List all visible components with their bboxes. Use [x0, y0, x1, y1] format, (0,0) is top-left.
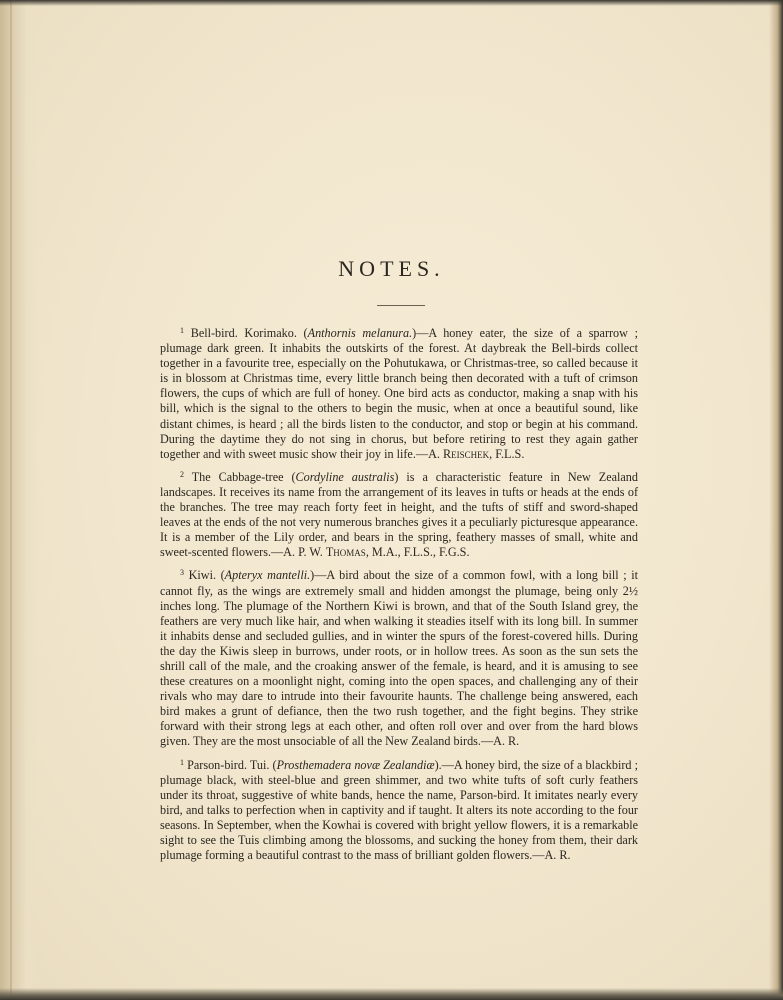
page-gutter [0, 0, 38, 1000]
note-suffix: , M.A., F.L.S., F.G.S. [365, 545, 470, 560]
note-marker: 1 [180, 326, 184, 335]
note-body: ).—A honey bird, the size of a blackbird ; plumage black, with steel-blue and green shimmer, and two white tufts of soft curly feathers under its throat, suggestive of white bands, hence the name, Parson-bird. It imitates nearly every bird, and talks to perfection when in captivity and if taught. It alters its note according to the four seasons. In September, when the Kowhai is covered with bright yellow flowers, it is a remarkable sight to see the Tuis climbing among the blossoms, and sucking the honey from them, their dark plumage forming a beautiful contrast to the mass of brilliant golden flowers.—A. R. [160, 757, 639, 863]
page-bottom-edge [0, 988, 783, 1000]
note-latin-name: Cordyline australis [295, 469, 395, 484]
note-marker: 2 [180, 469, 184, 479]
note-cabbage-tree [160, 470, 638, 561]
title-rule [377, 305, 425, 306]
note-body: )—A bird about the size of a common fowl, with a long bill ; it cannot fly, as the wings are extremely small and hidden amongst the plumage, being only 2½ inches long. The plumage of the Northern Kiwi is brown, and that of the South Island grey, the feathers are very much like hair, and when walking it steadies itself with its long bill. In summer it inhabits dense and secluded gullies, and in winter the spurs of the forest-covered hills. During the day the Kiwis sleep in burrows, under roots, or in hollow trees. As soon as the sun sets the shrill call of the male, and the croaking answer of the female, is heard, and it is amusing to see these creatures on a moonlight night, coming into the open spaces, and challenging any of their rivals who may dare to intrude into their favourite haunts. The challenge being answered, each bird makes a grunt of defiance, then the two rush together, and the fight begins. They strike forward with their strong legs at each other, and often roll over and over from the hard blows given. They are the most unsociable of all the New Zealand birds.—A. R. [160, 568, 639, 749]
note-latin-name: Apteryx mantelli. [224, 568, 311, 583]
note-lead: The Cabbage-tree ( [191, 469, 296, 484]
note-parson-bird [160, 758, 638, 864]
note-marker: 3 [180, 568, 184, 578]
note-body: ) is a characteristic feature in New Zealand landscapes. It receives its name from the arrangement of its leaves in tufts or heads at the ends of the branches. The tree may reach forty feet in height, and the tufts of stiff and sword-shaped leaves at the ends of the not very numerous branches gives it a peculiarly picturesque appearance. It is a member of the Lily order, and bears in the spring, feathery masses of small, white and sweet-scented flowers.—A. P. W. [160, 469, 638, 560]
note-suffix: , F.L.S. [489, 446, 525, 461]
note-author: Thomas [325, 545, 366, 560]
note-author: Reischek [442, 446, 490, 461]
gutter-fold [10, 0, 12, 1000]
page-title: NOTES. [338, 256, 445, 281]
note-lead: Parson-bird. Tui. ( [187, 757, 277, 772]
notes-list [160, 326, 638, 871]
page-top-edge [0, 0, 783, 6]
note-kiwi [160, 568, 638, 749]
note-body: )—A honey eater, the size of a sparrow ; plumage dark green. It inhabits the outskirts of the forest. At daybreak the Bell-birds collect together in a favourite tree, especially on the Pohutukawa, or Christmas-tree, so called because it is in blossom at Christmas time, every little branch being then decorated with a tuft of crimson flowers, the cups of which are full of honey. One bird acts as conductor, making a snap with his bill, which is the signal to the others to begin the music, when at once a beautiful sound, like distant chimes, is heard ; all the birds listen to the conductor, and stop or begin at his command. During the daytime they do not sing in chorus, but before retiring to rest they again gather together and with sweet music show their joy in life.—A. [160, 326, 639, 461]
page-right-edge [769, 0, 783, 1000]
note-latin-name: Anthornis melanura. [307, 326, 413, 340]
note-bell-bird [160, 326, 638, 462]
note-latin-name: Prosthemadera novæ Zealandiæ [276, 757, 435, 772]
note-lead: Kiwi. ( [188, 568, 225, 583]
note-lead: Bell-bird. Korimako. ( [190, 326, 308, 340]
note-marker: 1 [180, 757, 184, 767]
